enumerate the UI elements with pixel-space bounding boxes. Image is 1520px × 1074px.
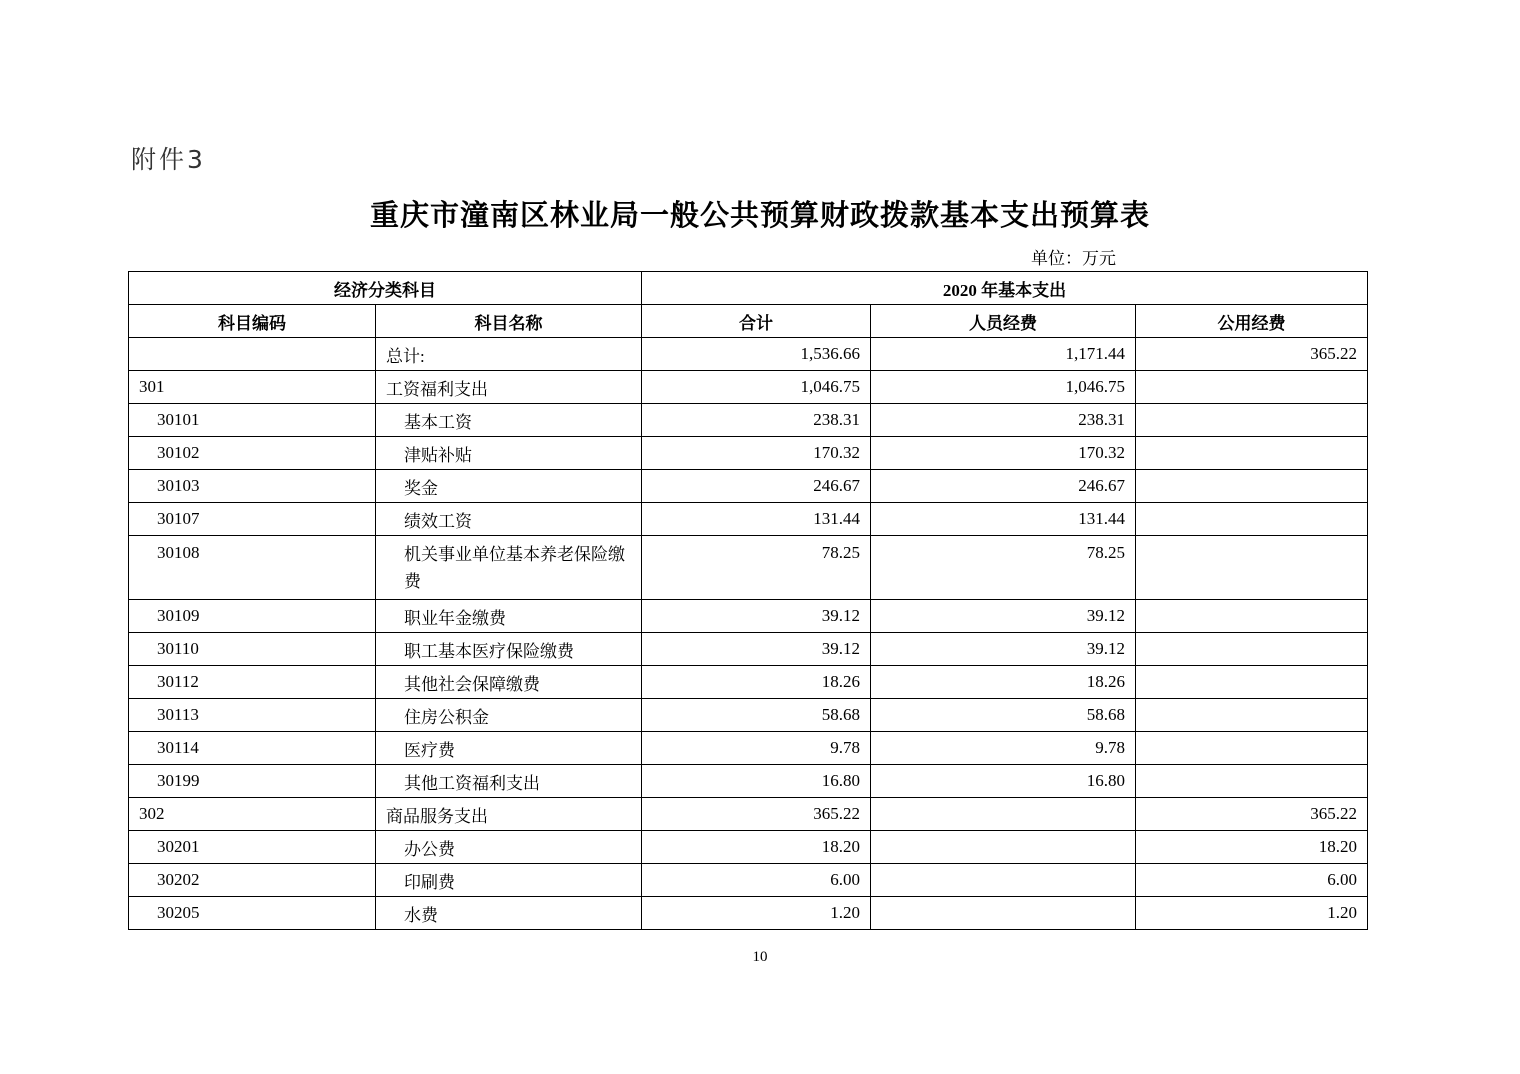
- cell-code: 301: [129, 371, 376, 404]
- table-row: [129, 503, 1368, 536]
- cell-public: [1136, 404, 1368, 437]
- table-row: [129, 831, 1368, 864]
- cell-name: 职工基本医疗保险缴费: [376, 633, 642, 666]
- column-header-code: 科目编码: [129, 305, 376, 338]
- cell-code: 30113: [129, 699, 376, 732]
- table-row: [129, 897, 1368, 930]
- cell-name: 职业年金缴费: [376, 600, 642, 633]
- cell-code: 30103: [129, 470, 376, 503]
- cell-public: [1136, 600, 1368, 633]
- cell-total: 16.80: [642, 765, 871, 798]
- cell-code: 30199: [129, 765, 376, 798]
- cell-personnel: 39.12: [871, 633, 1136, 666]
- group-header-row: [129, 272, 1368, 305]
- cell-code: 30110: [129, 633, 376, 666]
- table-row: [129, 404, 1368, 437]
- cell-personnel: 1,046.75: [871, 371, 1136, 404]
- cell-total: 246.67: [642, 470, 871, 503]
- table-row: [129, 371, 1368, 404]
- cell-code: 302: [129, 798, 376, 831]
- cell-code: 30202: [129, 864, 376, 897]
- cell-personnel: 58.68: [871, 699, 1136, 732]
- cell-personnel: 9.78: [871, 732, 1136, 765]
- cell-code: 30102: [129, 437, 376, 470]
- cell-total: 170.32: [642, 437, 871, 470]
- cell-total: 18.20: [642, 831, 871, 864]
- cell-total: 58.68: [642, 699, 871, 732]
- cell-total: 1.20: [642, 897, 871, 930]
- cell-personnel: 238.31: [871, 404, 1136, 437]
- cell-public: [1136, 503, 1368, 536]
- cell-name: 津贴补贴: [376, 437, 642, 470]
- table-row: [129, 536, 1368, 600]
- cell-public: [1136, 470, 1368, 503]
- page-number: 10: [752, 949, 768, 965]
- group-header-basic-expenditure: 2020 年基本支出: [642, 272, 1368, 305]
- cell-personnel: [871, 831, 1136, 864]
- cell-total: 1,046.75: [642, 371, 871, 404]
- cell-name: 基本工资: [376, 404, 642, 437]
- column-header-public: 公用经费: [1136, 305, 1368, 338]
- cell-personnel: [871, 798, 1136, 831]
- cell-public: [1136, 732, 1368, 765]
- table-row: [129, 666, 1368, 699]
- column-header-row: [129, 305, 1368, 338]
- cell-name: 医疗费: [376, 732, 642, 765]
- cell-public: [1136, 536, 1368, 600]
- cell-name: 机关事业单位基本养老保险缴费: [376, 536, 642, 600]
- cell-public: [1136, 666, 1368, 699]
- cell-code: 30107: [129, 503, 376, 536]
- cell-public: 1.20: [1136, 897, 1368, 930]
- cell-total: 9.78: [642, 732, 871, 765]
- cell-name: 绩效工资: [376, 503, 642, 536]
- cell-name: 其他工资福利支出: [376, 765, 642, 798]
- cell-personnel: [871, 864, 1136, 897]
- table-row: [129, 765, 1368, 798]
- cell-name: 总计:: [376, 338, 642, 371]
- column-header-total: 合计: [642, 305, 871, 338]
- table-row: [129, 732, 1368, 765]
- cell-total: 131.44: [642, 503, 871, 536]
- cell-public: [1136, 699, 1368, 732]
- cell-code: 30205: [129, 897, 376, 930]
- cell-code: 30112: [129, 666, 376, 699]
- cell-name: 水费: [376, 897, 642, 930]
- cell-total: 238.31: [642, 404, 871, 437]
- cell-personnel: 16.80: [871, 765, 1136, 798]
- table-row: [129, 470, 1368, 503]
- cell-code: 30201: [129, 831, 376, 864]
- cell-total: 39.12: [642, 633, 871, 666]
- cell-total: 39.12: [642, 600, 871, 633]
- unit-label: 单位：万元: [1031, 249, 1116, 268]
- cell-total: 365.22: [642, 798, 871, 831]
- group-header-economic-class: 经济分类科目: [129, 272, 642, 305]
- cell-total: 1,536.66: [642, 338, 871, 371]
- cell-public: [1136, 633, 1368, 666]
- cell-personnel: 131.44: [871, 503, 1136, 536]
- cell-code: 30114: [129, 732, 376, 765]
- cell-personnel: 170.32: [871, 437, 1136, 470]
- table-row: [129, 864, 1368, 897]
- table-row: [129, 798, 1368, 831]
- cell-name: 工资福利支出: [376, 371, 642, 404]
- cell-code: 30108: [129, 536, 376, 600]
- cell-personnel: 1,171.44: [871, 338, 1136, 371]
- page-title: 重庆市潼南区林业局一般公共预算财政拨款基本支出预算表: [369, 198, 1150, 232]
- cell-public: 6.00: [1136, 864, 1368, 897]
- table-row: [129, 338, 1368, 371]
- cell-name: 商品服务支出: [376, 798, 642, 831]
- cell-personnel: [871, 897, 1136, 930]
- cell-public: 365.22: [1136, 798, 1368, 831]
- attachment-label: 附件3: [131, 145, 206, 174]
- cell-total: 18.26: [642, 666, 871, 699]
- cell-code: 30101: [129, 404, 376, 437]
- cell-personnel: 78.25: [871, 536, 1136, 600]
- cell-code: [129, 338, 376, 371]
- cell-name: 办公费: [376, 831, 642, 864]
- cell-public: 18.20: [1136, 831, 1368, 864]
- cell-name: 住房公积金: [376, 699, 642, 732]
- column-header-personnel: 人员经费: [871, 305, 1136, 338]
- cell-name: 其他社会保障缴费: [376, 666, 642, 699]
- table-row: [129, 437, 1368, 470]
- cell-total: 6.00: [642, 864, 871, 897]
- cell-public: [1136, 765, 1368, 798]
- cell-personnel: 39.12: [871, 600, 1136, 633]
- cell-code: 30109: [129, 600, 376, 633]
- table-row: [129, 600, 1368, 633]
- column-header-name: 科目名称: [376, 305, 642, 338]
- cell-public: [1136, 437, 1368, 470]
- cell-total: 78.25: [642, 536, 871, 600]
- table-row: [129, 699, 1368, 732]
- cell-personnel: 18.26: [871, 666, 1136, 699]
- cell-personnel: 246.67: [871, 470, 1136, 503]
- cell-public: [1136, 371, 1368, 404]
- cell-name: 印刷费: [376, 864, 642, 897]
- cell-public: 365.22: [1136, 338, 1368, 371]
- budget-table: [128, 271, 1368, 930]
- table-body: [129, 338, 1368, 930]
- cell-name: 奖金: [376, 470, 642, 503]
- table-row: [129, 633, 1368, 666]
